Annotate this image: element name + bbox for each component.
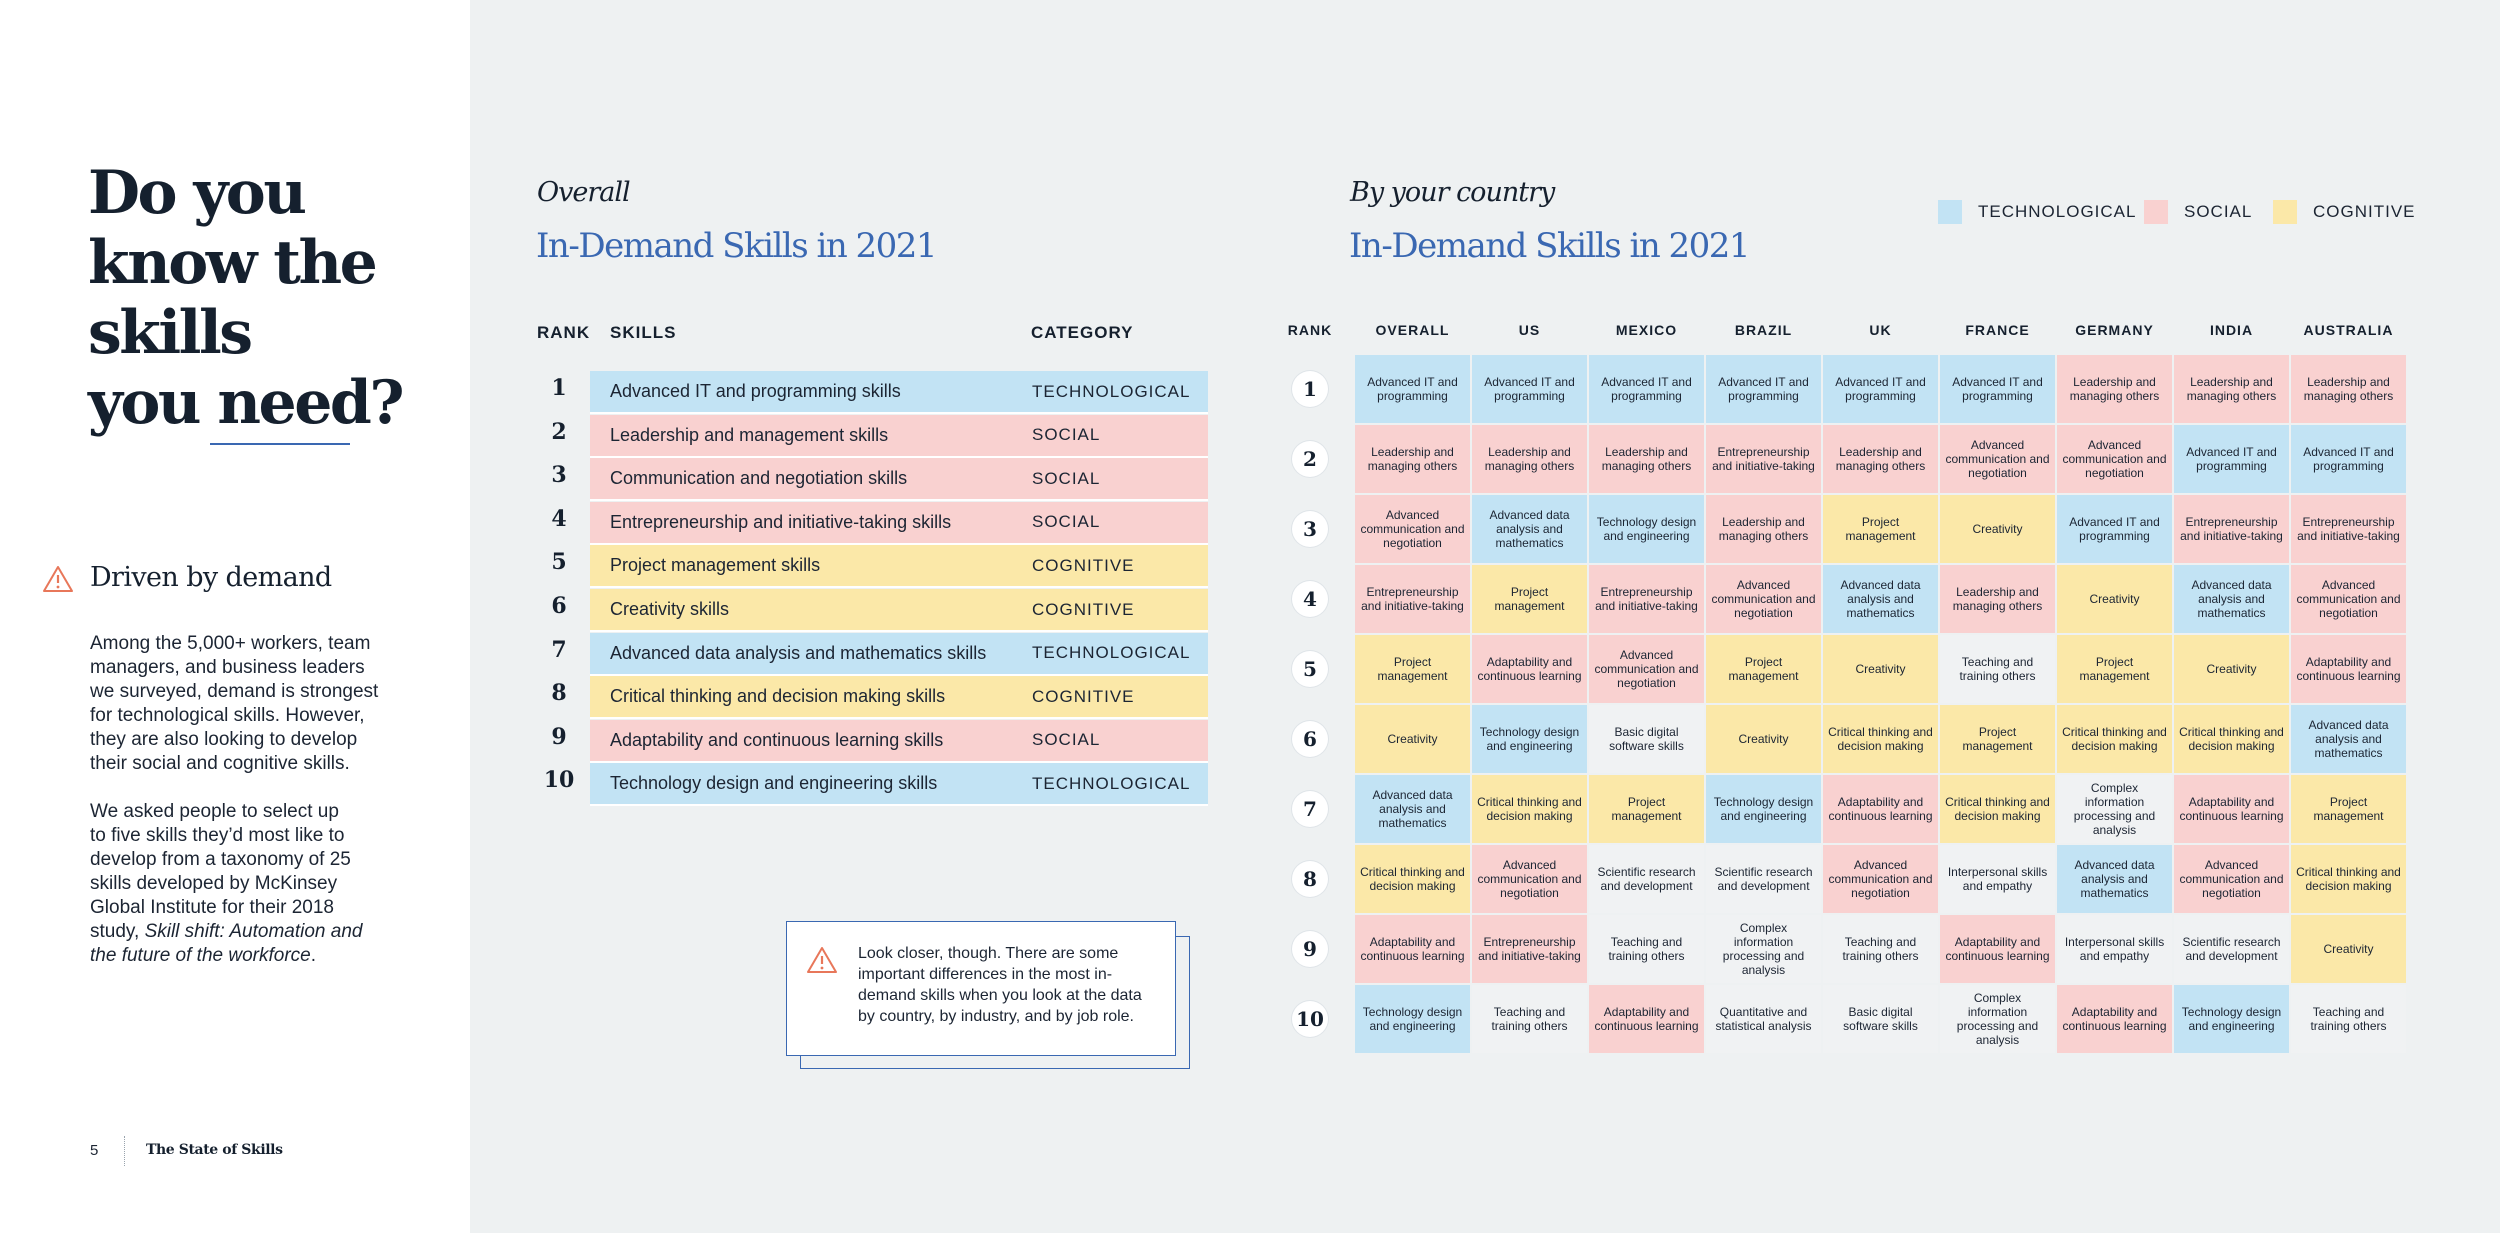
text-line: we surveyed, demand is strongest [90,681,379,702]
grid-cell: Leadership and managing others [2057,355,2172,423]
grid-cell: Advanced IT and programming [1355,355,1470,423]
overall-rank: 1 [551,375,567,401]
headline-line: know the [88,228,376,298]
grid-rank-badge: 8 [1292,861,1328,897]
grid-cell: Adaptability and continuous learning [1823,775,1938,843]
grid-cell: Adaptability and continuous learning [1472,635,1587,703]
grid-cell: Critical thinking and decision making [1355,845,1470,913]
overall-table-row [590,502,1208,545]
grid-cell: Creativity [2057,565,2172,633]
legend-swatch [1938,200,1962,224]
grid-cell: Critical thinking and decision making [2174,705,2289,773]
grid-rank-badge: 10 [1292,1001,1328,1037]
grid-cell: Advanced IT and programming [1940,355,2055,423]
grid-column-header: OVERALL [1375,322,1450,338]
grid-cell: Critical thinking and decision making [1472,775,1587,843]
headline-line: Do you [88,158,305,228]
grid-cell: Project management [1355,635,1470,703]
skill-name: Advanced IT and programming skills [610,381,901,401]
legend-item-social [2144,201,2252,223]
headline-line: you need? [88,368,402,438]
skill-name: Advanced data analysis and mathematics skills [610,642,987,663]
grid-cell: Technology design and engineering [1706,775,1821,843]
overall-rank: 5 [551,549,567,576]
text-line: skills developed by McKinsey [90,873,338,894]
legend-label: COGNITIVE [2313,202,2416,221]
grid-cell: Advanced data analysis and mathematics [2291,705,2406,773]
category-header: CATEGORY [1031,323,1134,342]
grid-cell: Creativity [2174,635,2289,703]
overall-table-row [590,545,1208,588]
grid-cell: Adaptability and continuous learning [2291,635,2406,703]
overall-rank: 9 [551,723,567,750]
overall-rank: 7 [551,636,567,663]
grid-cell: Project management [1940,705,2055,773]
grid-cell: Leadership and managing others [2291,355,2406,423]
grid-cell: Advanced communication and negotiation [1823,845,1938,913]
grid-cell: Advanced data analysis and mathematics [1472,495,1587,563]
text-line: managers, and business leaders [90,657,365,678]
grid-column-header: MEXICO [1615,322,1678,338]
skill-category: SOCIAL [1032,425,1101,445]
study-title: Skill shift: Automation and [144,921,363,942]
grid-cell: Advanced communication and negotiation [2057,425,2172,493]
grid-cell: Project management [1589,775,1704,843]
legend-item-cognitive [2273,201,2416,223]
overall-rank: 4 [551,505,567,532]
grid-cell: Advanced communication and negotiation [1940,425,2055,493]
grid-cell: Advanced IT and programming [1823,355,1938,423]
grid-cell: Project management [1706,635,1821,703]
grid-cell: Advanced data analysis and mathematics [2057,845,2172,913]
grid-cell: Advanced IT and programming [1706,355,1821,423]
grid-cell: Critical thinking and decision making [1940,775,2055,843]
grid-cell: Leadership and managing others [1940,565,2055,633]
overall-rank: 8 [551,680,567,707]
rank-header: RANK [537,323,591,342]
grid-cell: Advanced data analysis and mathematics [1823,565,1938,633]
overall-table-row [590,720,1208,763]
grid-cell: Leadership and managing others [1706,495,1821,563]
legend-label: TECHNOLOGICAL [1978,202,2137,221]
grid-rank-badge: 1 [1292,371,1328,407]
grid-rank-badge: 3 [1292,511,1328,547]
grid-cell: Creativity [1823,635,1938,703]
grid-cell: Project management [2057,635,2172,703]
grid-cell: Interpersonal skills and empathy [1940,845,2055,913]
skills-header: SKILLS [610,323,677,342]
grid-cell: Quantitative and statistical analysis [1706,985,1821,1053]
warning-icon [42,565,74,598]
grid-cell: Interpersonal skills and empathy [2057,915,2172,983]
overall-rank: 6 [551,593,567,619]
text-line: We asked people to select up [90,801,339,822]
grid-cell: Teaching and training others [2291,985,2406,1053]
skill-name: Leadership and management skills [610,424,889,445]
skill-name: Creativity skills [610,599,730,619]
grid-cell: Advanced communication and negotiation [1472,845,1587,913]
section-title: Driven by demand [90,562,332,593]
grid-cell: Advanced communication and negotiation [1706,565,1821,633]
grid-cell: Creativity [1940,495,2055,563]
grid-cell: Adaptability and continuous learning [1940,915,2055,983]
skill-category: SOCIAL [1032,468,1101,488]
text-line: study, [90,921,145,942]
text-line: Among the 5,000+ workers, team [90,633,371,654]
grid-cell: Teaching and training others [1823,915,1938,983]
grid-cell: Complex information processing and analysis [1940,985,2055,1053]
grid-rank-badge: 9 [1292,931,1328,967]
grid-cell: Advanced data analysis and mathematics [1355,775,1470,843]
grid-cell: Advanced communication and negotiation [2291,565,2406,633]
page-number: 5 [90,1142,99,1159]
grid-cell: Adaptability and continuous learning [1355,915,1470,983]
study-title: the future of the workforce [90,945,311,966]
grid-column-header: GERMANY [2075,322,2154,338]
grid-cell: Complex information processing and analysis [1706,915,1821,983]
skill-category: TECHNOLOGICAL [1032,381,1191,401]
text-line: for technological skills. However, [90,705,365,726]
grid-cell: Advanced communication and negotiation [1589,635,1704,703]
grid-column-header: AUSTRALIA [2303,322,2394,338]
text-line: they are also looking to develop [90,729,358,750]
grid-cell: Advanced IT and programming [2174,425,2289,493]
grid-cell: Basic digital software skills [1589,705,1704,773]
grid-cell: Critical thinking and decision making [2291,845,2406,913]
grid-cell: Teaching and training others [1589,915,1704,983]
grid-cell: Creativity [1706,705,1821,773]
skill-category: TECHNOLOGICAL [1032,643,1191,663]
grid-cell: Leadership and managing others [2174,355,2289,423]
grid-cell: Technology design and engineering [1355,985,1470,1053]
overall-table-row [590,763,1208,806]
overall-rank: 10 [543,767,575,794]
grid-cell: Advanced data analysis and mathematics [2174,565,2289,633]
skill-category: COGNITIVE [1032,599,1135,619]
grid-column-header: UK [1869,322,1892,338]
grid-cell: Advanced communication and negotiation [1355,495,1470,563]
grid-cell: Teaching and training others [1472,985,1587,1053]
country-kicker: By your country [1350,177,1555,208]
text-line: . [310,945,317,966]
headline-line: skills [88,298,251,368]
warning-icon [806,946,838,979]
overall-table-row [590,676,1208,719]
overall-table-row [590,415,1208,458]
grid-cell: Teaching and training others [1940,635,2055,703]
grid-cell: Complex information processing and analysis [2057,775,2172,843]
text-line: Global Institute for their 2018 [90,897,334,918]
grid-cell: Advanced communication and negotiation [2174,845,2289,913]
skill-category: COGNITIVE [1032,555,1135,575]
headline-underline [210,443,350,445]
skill-name: Communication and negotiation skills [610,468,908,489]
overall-rank: 2 [551,418,567,445]
grid-cell: Technology design and engineering [1472,705,1587,773]
footer-title: The State of Skills [146,1142,283,1158]
grid-rank-badge: 4 [1292,581,1328,617]
skill-name: Adaptability and continuous learning skills [610,729,944,750]
grid-cell: Advanced IT and programming [2057,495,2172,563]
legend-swatch [2144,200,2168,224]
skill-name: Entrepreneurship and initiative-taking skills [610,511,952,532]
grid-cell: Entrepreneurship and initiative-taking [1589,565,1704,633]
grid-column-header: BRAZIL [1734,322,1793,338]
skill-name: Project management skills [610,555,821,576]
grid-cell: Entrepreneurship and initiative-taking [1472,915,1587,983]
grid-cell: Critical thinking and decision making [1823,705,1938,773]
text-line: develop from a taxonomy of 25 [90,849,351,870]
grid-cell: Critical thinking and decision making [2057,705,2172,773]
skill-category: SOCIAL [1032,512,1101,532]
grid-cell: Leadership and managing others [1589,425,1704,493]
skill-category: SOCIAL [1032,730,1101,750]
overall-table-row [590,589,1208,632]
grid-cell: Scientific research and development [1706,845,1821,913]
grid-cell: Entrepreneurship and initiative-taking [1706,425,1821,493]
grid-rank-header: RANK [1287,322,1333,338]
body-paragraph-1 [90,632,410,776]
grid-cell: Creativity [2291,915,2406,983]
skill-name: Technology design and engineering skills [610,773,938,794]
grid-cell: Leadership and managing others [1355,425,1470,493]
grid-column-header: US [1518,322,1541,338]
grid-column-header: INDIA [2209,322,2254,338]
grid-cell: Project management [2291,775,2406,843]
grid-cell: Project management [1823,495,1938,563]
grid-cell: Entrepreneurship and initiative-taking [2291,495,2406,563]
overall-table-row [590,458,1208,501]
grid-cell: Adaptability and continuous learning [1589,985,1704,1053]
text-line: their social and cognitive skills. [90,753,350,774]
page-headline [88,158,402,438]
country-title: In-Demand Skills in 2021 [1349,226,1750,266]
overall-title: In-Demand Skills in 2021 [536,226,937,266]
grid-cell: Entrepreneurship and initiative-taking [1355,565,1470,633]
grid-cell: Leadership and managing others [1823,425,1938,493]
grid-cell: Leadership and managing others [1472,425,1587,493]
grid-cell: Adaptability and continuous learning [2057,985,2172,1053]
grid-cell: Basic digital software skills [1823,985,1938,1053]
legend-swatch [2273,200,2297,224]
grid-cell: Advanced IT and programming [1589,355,1704,423]
grid-cell: Adaptability and continuous learning [2174,775,2289,843]
footer-divider [124,1136,125,1166]
grid-cell: Project management [1472,565,1587,633]
note-text: Look closer, though. There are some important differences in the most in-demand skills when you look at the data by country, by industry, and by job role. [858,945,1142,1025]
skill-category: COGNITIVE [1032,686,1135,706]
grid-cell: Creativity [1355,705,1470,773]
grid-rank-badge: 6 [1292,721,1328,757]
text-line: to five skills they’d most like to [90,825,345,846]
overall-table-row [590,633,1208,676]
grid-cell: Scientific research and development [1589,845,1704,913]
overall-rank: 3 [551,462,567,489]
skill-category: TECHNOLOGICAL [1032,773,1191,793]
grid-cell: Advanced IT and programming [1472,355,1587,423]
grid-cell: Advanced IT and programming [2291,425,2406,493]
grid-rank-badge: 2 [1292,441,1328,477]
grid-cell: Technology design and engineering [2174,985,2289,1053]
grid-rank-badge: 7 [1292,791,1328,827]
skill-name: Critical thinking and decision making skills [610,686,946,707]
grid-rank-badge: 5 [1292,651,1328,687]
overall-table-row [590,371,1208,414]
legend-label: SOCIAL [2184,202,2253,221]
body-paragraph-2 [90,800,410,968]
overall-kicker: Overall [537,177,630,208]
legend-item-technological [1938,201,2136,223]
grid-cell: Entrepreneurship and initiative-taking [2174,495,2289,563]
grid-cell: Scientific research and development [2174,915,2289,983]
grid-cell: Technology design and engineering [1589,495,1704,563]
grid-column-header: FRANCE [1965,322,2030,338]
